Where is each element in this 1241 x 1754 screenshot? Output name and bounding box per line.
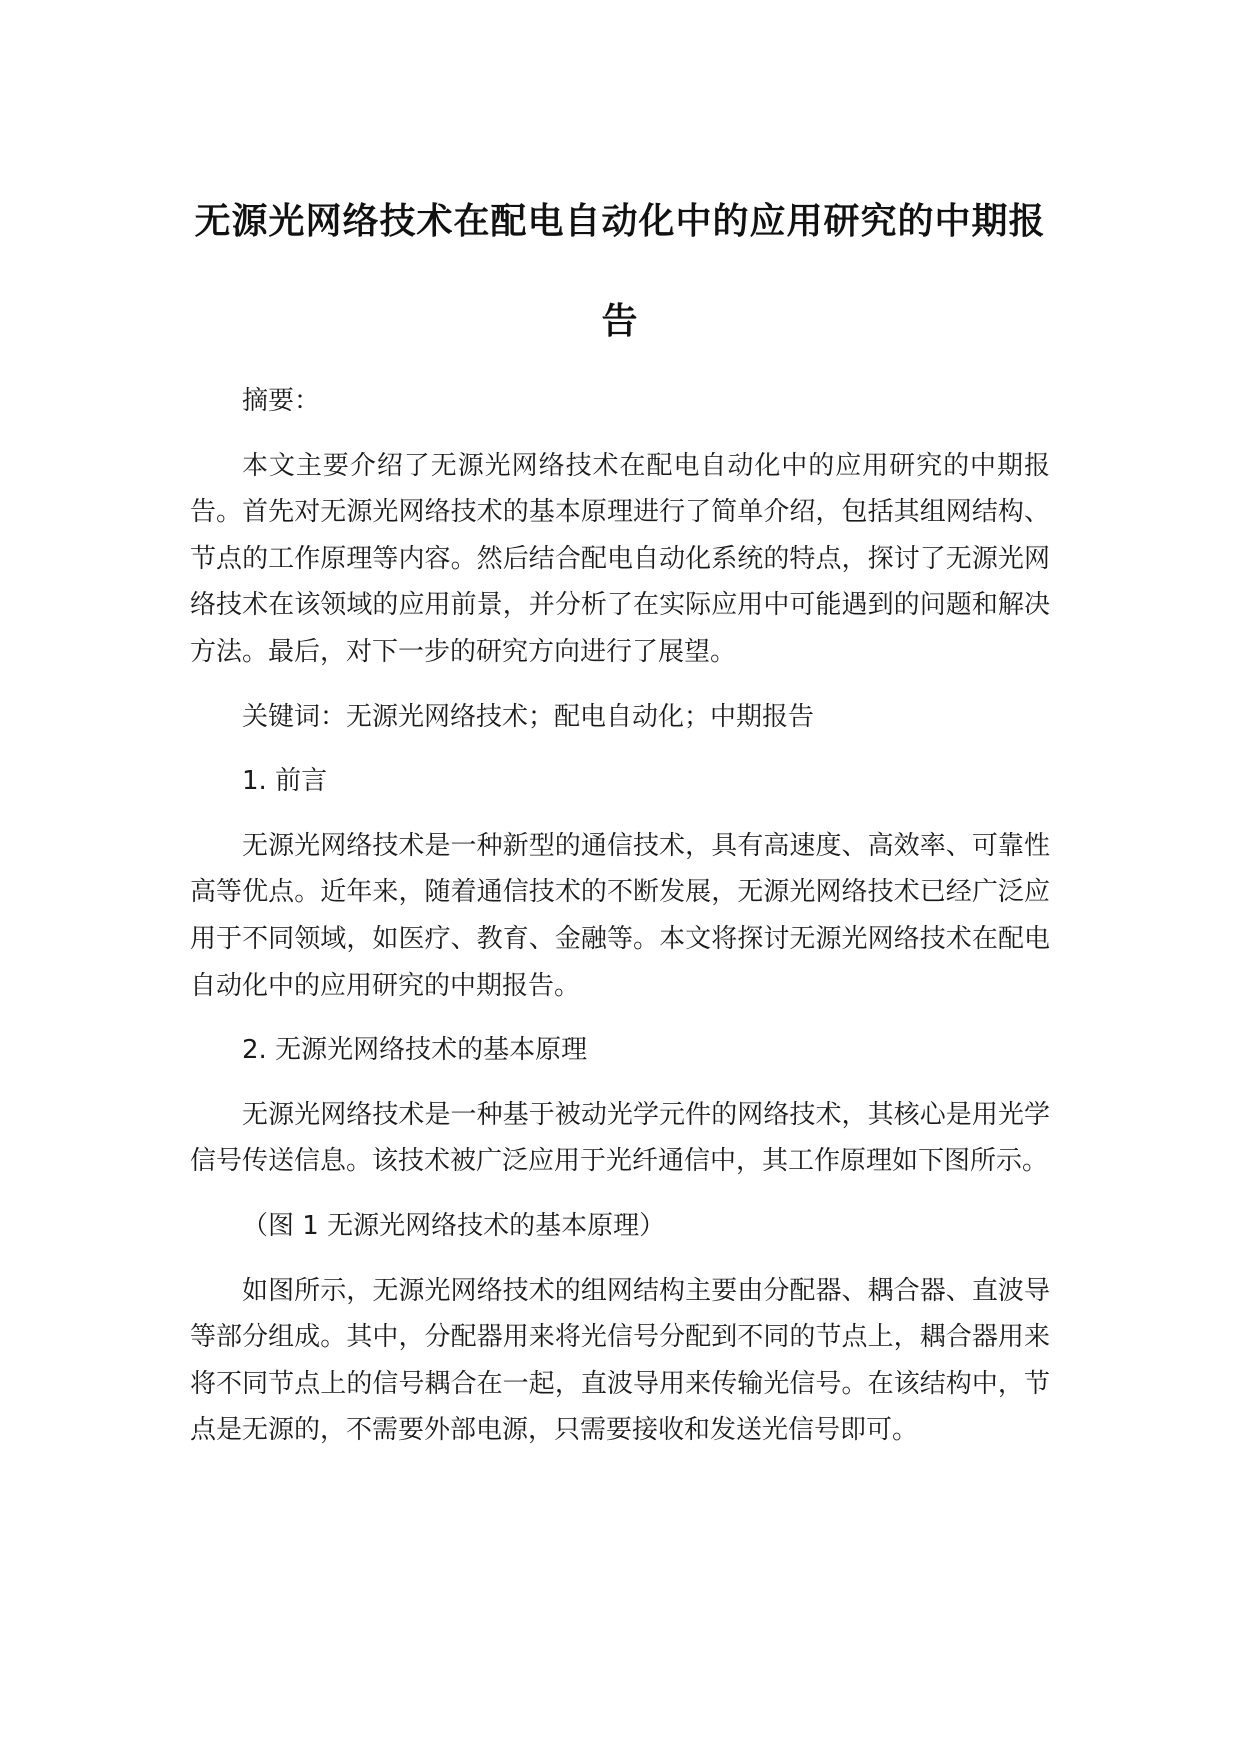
figure-caption: （图 1 无源光网络技术的基本原理） (242, 1210, 666, 1241)
document-title: 无源光网络技术在配电自动化中的应用研究的中期报告 (194, 201, 1046, 342)
principle-paragraph: 无源光网络技术是一种基于被动光学元件的网络技术，其核心是用光学信号传送信息。该技术被广泛应用于光纤通信中，其工作原理如下图所示。 (190, 1099, 1050, 1177)
introduction-paragraph: 无源光网络技术是一种新型的通信技术，具有高速度、高效率、可靠性高等优点。近年来，随着通信技术的不断发展，无源光网络技术已经广泛应用于不同领域，如医疗、教育、金融等。本文将探讨无源光网络技术在配电自动化中的应用研究的中期报告。 (190, 830, 1050, 1001)
keywords-line: 关键词：无源光网络技术；配电自动化；中期报告 (242, 701, 815, 732)
document-body (190, 378, 1050, 1472)
structure-paragraph: 如图所示，无源光网络技术的组网结构主要由分配器、耦合器、直波导等部分组成。其中，分配器用来将光信号分配到不同的节点上，耦合器用来将不同节点上的信号耦合在一起，直波导用来传输光信号。在该结构中，节点是无源的，不需要外部电源，只需要接收和发送光信号即可。 (190, 1275, 1050, 1446)
section-heading-principle: 2. 无源光网络技术的基本原理 (242, 1035, 588, 1066)
abstract-paragraph: 本文主要介绍了无源光网络技术在配电自动化中的应用研究的中期报告。首先对无源光网络技术的基本原理进行了简单介绍，包括其组网结构、节点的工作原理等内容。然后结合配电自动化系统的特点，探讨了无源光网络技术在该领域的应用前景，并分析了在实际应用中可能遇到的问题和解决方法。最后，对下一步的研究方向进行了展望。 (190, 450, 1050, 667)
section-heading-introduction: 1. 前言 (242, 766, 328, 797)
abstract-label: 摘要： (242, 386, 321, 416)
